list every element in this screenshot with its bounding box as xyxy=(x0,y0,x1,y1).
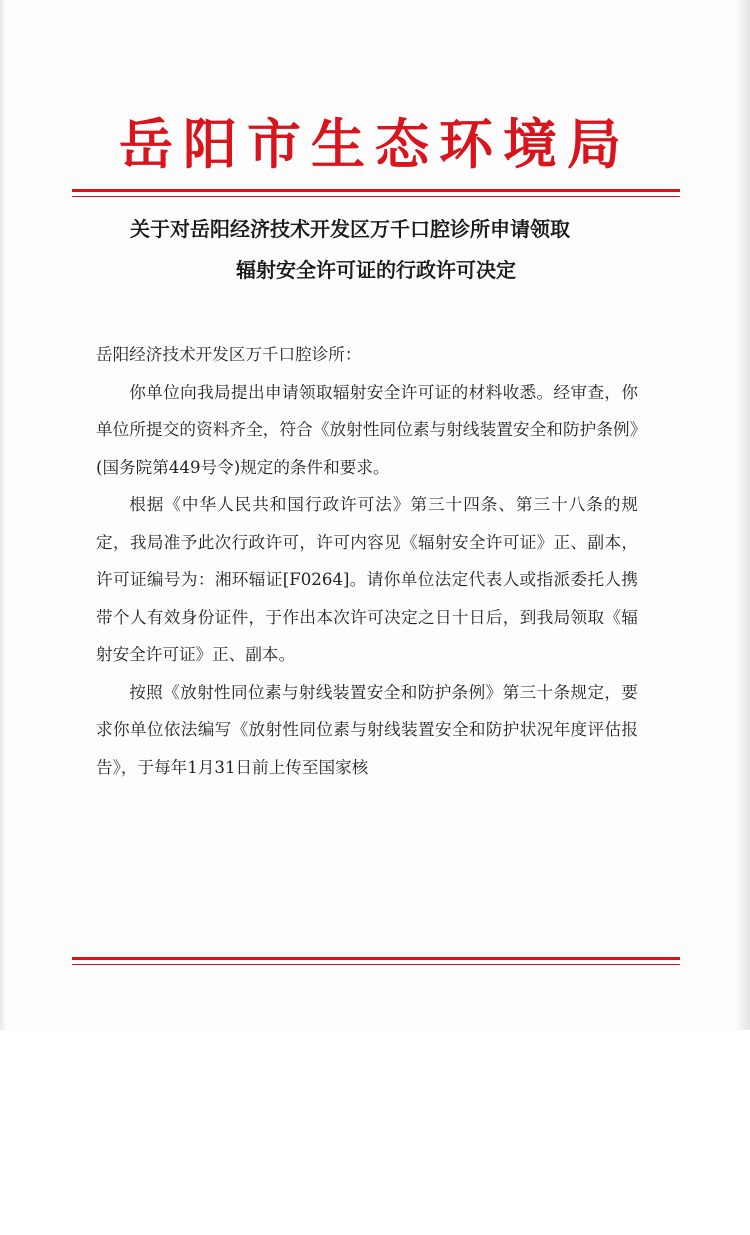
document-body xyxy=(96,336,638,786)
body-paragraph-2: 根据《中华人民共和国行政许可法》第三十四条、第三十八条的规定，我局准予此次行政许可，许可内容见《辐射安全许可证》正、副本，许可证编号为：湘环辐证[F0264]。请你单位法定代表人或指派委托人携带个人有效身份证件，于作出本次许可决定之日十日后，到我局领取《辐射安全许可证》正、副本。 xyxy=(96,495,638,664)
scan-edge-left xyxy=(0,0,6,1030)
document-title-line2: 辐射安全许可证的行政许可决定 xyxy=(236,258,516,282)
letterhead-rule-thick xyxy=(72,189,680,192)
body-paragraph-3: 按照《放射性同位素与射线装置安全和防护条例》第三十条规定，要求你单位依法编写《放射性同位素与射线装置安全和防护状况年度评估报告》，于每年1月31日前上传至国家核 xyxy=(96,682,638,777)
body-paragraph-1: 你单位向我局提出申请领取辐射安全许可证的材料收悉。经审查，你单位所提交的资料齐全，符合《放射性同位素与射线装置安全和防护条例》(国务院第449号令)规定的条件和要求。 xyxy=(96,382,638,477)
letterhead-rule-thin xyxy=(72,196,680,197)
document-title-line1: 关于对岳阳经济技术开发区万千口腔诊所申请领取 xyxy=(130,217,570,241)
scan-edge-right xyxy=(736,0,750,1030)
letterhead-org-name: 岳阳市生态环境局 xyxy=(119,112,631,176)
footer-rule-thin xyxy=(72,964,680,965)
footer-rule-thick xyxy=(72,957,680,960)
salutation: 岳阳经济技术开发区万千口腔诊所： xyxy=(96,345,362,364)
